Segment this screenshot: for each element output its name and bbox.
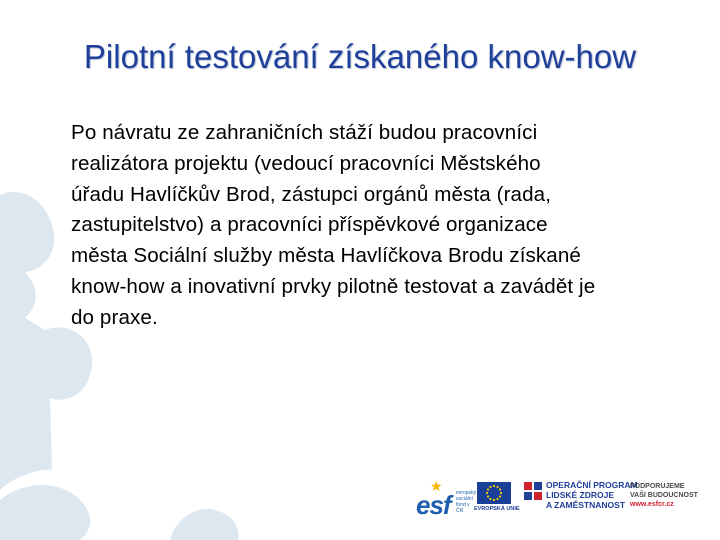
body-line: úřadu Havlíčkův Brod, zástupci orgánů města (rada,: [71, 182, 552, 206]
body-line: realizátora projektu (vedoucí pracovníci Městského: [71, 151, 541, 175]
esf-logo-word: esf: [416, 490, 451, 520]
body-line: zastupitelstvo) a pracovníci příspěvkové organizace: [71, 213, 548, 237]
page-title: Pilotní testování získaného know-how: [83, 38, 637, 75]
logo-strip: [414, 476, 704, 518]
esf-url-link[interactable]: www.esfcr.cz: [630, 501, 674, 508]
body-line: Po návratu ze zahraničních stáží budou pracovníci: [71, 121, 538, 144]
puzzle-piece-bottom-right: [170, 509, 238, 540]
star-icon: ★: [430, 478, 443, 494]
op-logo-icon: [524, 482, 542, 500]
support-slogan: PODPORUJEME VAŠI BUDOUCNOST www.esfcr.cz: [630, 482, 710, 516]
body-line: do praxe.: [71, 305, 158, 329]
eu-caption: EVROPSKÁ UNIE: [474, 506, 520, 512]
op-lzz-logo: [524, 480, 638, 516]
body-line: know-how a inovativní prvky pilotně testovat a zavádět je: [71, 274, 596, 298]
body-line: města Sociální služby města Havlíčkova Brodu získané: [71, 244, 581, 268]
op-logo-text: OPERAČNÍ PROGRAM LIDSKÉ ZDROJE A ZAMĚSTNANOST: [546, 480, 638, 510]
esf-logo-caption: evropský sociální fond v ČR: [456, 490, 477, 514]
puzzle-piece-bottom: [0, 485, 90, 540]
esf-logo: [414, 478, 477, 520]
body-paragraph: [71, 118, 701, 334]
eu-flag-icon: [477, 482, 511, 504]
